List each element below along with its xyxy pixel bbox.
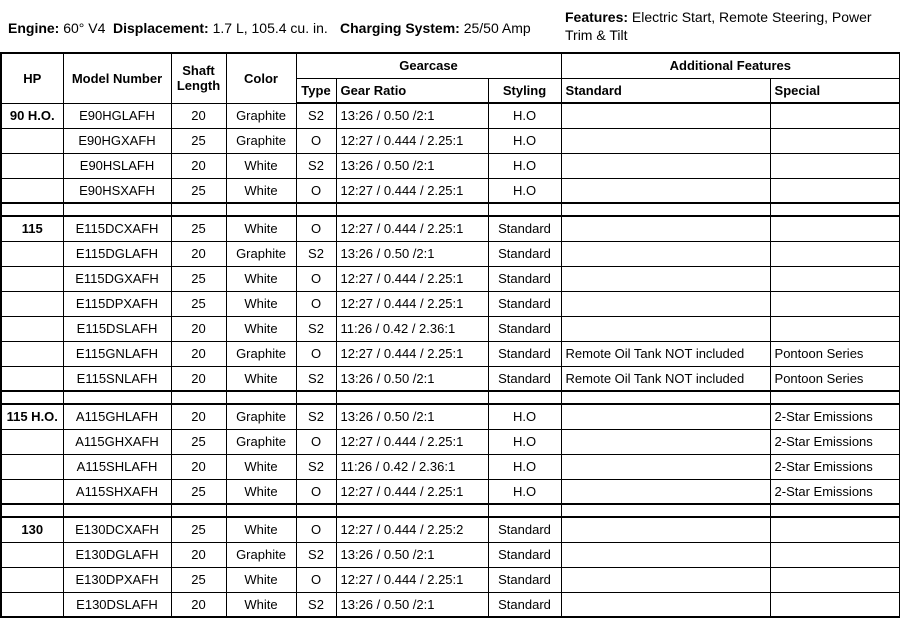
styling-cell: Standard bbox=[488, 341, 561, 366]
table-row bbox=[1, 366, 900, 391]
hp-cell bbox=[1, 128, 63, 153]
model-cell: A115GHLAFH bbox=[63, 404, 171, 429]
model-cell: E115DSLAFH bbox=[63, 316, 171, 341]
gear-ratio-cell: 12:27 / 0.444 / 2.25:1 bbox=[336, 479, 488, 504]
shaft-cell: 25 bbox=[171, 178, 226, 203]
color-cell: White bbox=[226, 567, 296, 592]
model-cell: E90HSLAFH bbox=[63, 153, 171, 178]
standard-feature-cell bbox=[561, 266, 770, 291]
standard-feature-cell bbox=[561, 542, 770, 567]
styling-cell: Standard bbox=[488, 542, 561, 567]
color-cell: White bbox=[226, 266, 296, 291]
engine-spec bbox=[8, 20, 105, 36]
standard-feature-cell bbox=[561, 128, 770, 153]
color-cell: Graphite bbox=[226, 542, 296, 567]
model-cell: E115GNLAFH bbox=[63, 341, 171, 366]
hp-cell bbox=[1, 178, 63, 203]
styling-cell: H.O bbox=[488, 404, 561, 429]
special-feature-cell: Pontoon Series bbox=[770, 341, 900, 366]
hp-cell bbox=[1, 341, 63, 366]
color-cell: Graphite bbox=[226, 241, 296, 266]
model-cell: E90HGLAFH bbox=[63, 103, 171, 128]
hp-cell bbox=[1, 567, 63, 592]
table-row bbox=[1, 316, 900, 341]
hp-cell bbox=[1, 316, 63, 341]
special-feature-cell bbox=[770, 103, 900, 128]
spacer-row bbox=[1, 504, 900, 517]
gear-ratio-cell: 13:26 / 0.50 /2:1 bbox=[336, 592, 488, 617]
table-row bbox=[1, 567, 900, 592]
hp-cell bbox=[1, 153, 63, 178]
hp-cell bbox=[1, 429, 63, 454]
gear-ratio-cell: 12:27 / 0.444 / 2.25:1 bbox=[336, 291, 488, 316]
styling-cell: Standard bbox=[488, 266, 561, 291]
special-feature-cell: 2-Star Emissions bbox=[770, 454, 900, 479]
styling-cell: Standard bbox=[488, 567, 561, 592]
charging-label: Charging System: bbox=[340, 20, 460, 36]
shaft-cell: 25 bbox=[171, 291, 226, 316]
shaft-cell: 20 bbox=[171, 103, 226, 128]
header-standard: Standard bbox=[561, 78, 770, 103]
table-row bbox=[1, 542, 900, 567]
type-cell: S2 bbox=[296, 366, 336, 391]
model-cell: E130DPXAFH bbox=[63, 567, 171, 592]
styling-cell: H.O bbox=[488, 429, 561, 454]
type-cell: O bbox=[296, 341, 336, 366]
special-feature-cell bbox=[770, 592, 900, 617]
type-cell: S2 bbox=[296, 316, 336, 341]
styling-cell: Standard bbox=[488, 366, 561, 391]
color-cell: White bbox=[226, 592, 296, 617]
hp-cell bbox=[1, 592, 63, 617]
styling-cell: H.O bbox=[488, 103, 561, 128]
color-cell: White bbox=[226, 153, 296, 178]
gear-ratio-cell: 13:26 / 0.50 /2:1 bbox=[336, 103, 488, 128]
table-row bbox=[1, 592, 900, 617]
displacement-value: 1.7 L, 105.4 cu. in. bbox=[212, 20, 328, 36]
gear-ratio-cell: 12:27 / 0.444 / 2.25:1 bbox=[336, 178, 488, 203]
standard-feature-cell: Remote Oil Tank NOT included bbox=[561, 341, 770, 366]
shaft-cell: 20 bbox=[171, 454, 226, 479]
engine-spec-table bbox=[0, 52, 900, 618]
hp-cell bbox=[1, 291, 63, 316]
engine-label: Engine: bbox=[8, 20, 60, 36]
special-feature-cell: 2-Star Emissions bbox=[770, 479, 900, 504]
table-row bbox=[1, 517, 900, 542]
table-row bbox=[1, 479, 900, 504]
table-row bbox=[1, 241, 900, 266]
type-cell: O bbox=[296, 567, 336, 592]
standard-feature-cell bbox=[561, 291, 770, 316]
type-cell: O bbox=[296, 517, 336, 542]
color-cell: Graphite bbox=[226, 128, 296, 153]
model-cell: A115SHXAFH bbox=[63, 479, 171, 504]
gear-ratio-cell: 13:26 / 0.50 /2:1 bbox=[336, 542, 488, 567]
special-feature-cell bbox=[770, 128, 900, 153]
header-type: Type bbox=[296, 78, 336, 103]
model-cell: E90HSXAFH bbox=[63, 178, 171, 203]
color-cell: White bbox=[226, 291, 296, 316]
hp-cell bbox=[1, 266, 63, 291]
header-gearcase: Gearcase bbox=[296, 53, 561, 78]
table-row bbox=[1, 429, 900, 454]
type-cell: O bbox=[296, 291, 336, 316]
color-cell: Graphite bbox=[226, 103, 296, 128]
styling-cell: Standard bbox=[488, 291, 561, 316]
gear-ratio-cell: 13:26 / 0.50 /2:1 bbox=[336, 366, 488, 391]
gear-ratio-cell: 12:27 / 0.444 / 2.25:1 bbox=[336, 567, 488, 592]
model-cell: E130DSLAFH bbox=[63, 592, 171, 617]
spacer-row bbox=[1, 391, 900, 404]
charging-system-spec bbox=[340, 20, 531, 36]
model-cell: E115DCXAFH bbox=[63, 216, 171, 241]
shaft-cell: 25 bbox=[171, 429, 226, 454]
model-cell: A115SHLAFH bbox=[63, 454, 171, 479]
standard-feature-cell bbox=[561, 153, 770, 178]
header-model-number: Model Number bbox=[63, 53, 171, 103]
special-feature-cell bbox=[770, 216, 900, 241]
charging-value: 25/50 Amp bbox=[463, 20, 531, 36]
standard-feature-cell bbox=[561, 429, 770, 454]
table-row bbox=[1, 266, 900, 291]
gear-ratio-cell: 13:26 / 0.50 /2:1 bbox=[336, 404, 488, 429]
model-cell: E130DGLAFH bbox=[63, 542, 171, 567]
gear-ratio-cell: 12:27 / 0.444 / 2.25:1 bbox=[336, 429, 488, 454]
type-cell: S2 bbox=[296, 241, 336, 266]
type-cell: O bbox=[296, 178, 336, 203]
shaft-cell: 20 bbox=[171, 366, 226, 391]
color-cell: Graphite bbox=[226, 341, 296, 366]
styling-cell: H.O bbox=[488, 153, 561, 178]
features-spec bbox=[565, 8, 880, 44]
gear-ratio-cell: 12:27 / 0.444 / 2.25:1 bbox=[336, 341, 488, 366]
color-cell: White bbox=[226, 178, 296, 203]
standard-feature-cell bbox=[561, 592, 770, 617]
gear-ratio-cell: 12:27 / 0.444 / 2.25:1 bbox=[336, 216, 488, 241]
gear-ratio-cell: 11:26 / 0.42 / 2.36:1 bbox=[336, 316, 488, 341]
table-row bbox=[1, 103, 900, 128]
hp-cell: 115 bbox=[1, 216, 63, 241]
color-cell: White bbox=[226, 216, 296, 241]
special-feature-cell: 2-Star Emissions bbox=[770, 404, 900, 429]
color-cell: Graphite bbox=[226, 404, 296, 429]
model-cell: E115SNLAFH bbox=[63, 366, 171, 391]
styling-cell: Standard bbox=[488, 241, 561, 266]
features-value: Electric Start, Remote Steering, Power Trim & Tilt bbox=[565, 9, 872, 43]
shaft-cell: 25 bbox=[171, 128, 226, 153]
type-cell: S2 bbox=[296, 454, 336, 479]
engine-value: 60° V4 bbox=[63, 20, 106, 36]
gear-ratio-cell: 13:26 / 0.50 /2:1 bbox=[336, 241, 488, 266]
header-color: Color bbox=[226, 53, 296, 103]
shaft-cell: 20 bbox=[171, 542, 226, 567]
styling-cell: Standard bbox=[488, 517, 561, 542]
hp-cell: 90 H.O. bbox=[1, 103, 63, 128]
shaft-cell: 20 bbox=[171, 316, 226, 341]
type-cell: O bbox=[296, 216, 336, 241]
color-cell: White bbox=[226, 454, 296, 479]
gear-ratio-cell: 12:27 / 0.444 / 2.25:1 bbox=[336, 266, 488, 291]
model-cell: E115DPXAFH bbox=[63, 291, 171, 316]
model-cell: E115DGLAFH bbox=[63, 241, 171, 266]
header-additional-features: Additional Features bbox=[561, 53, 900, 78]
model-cell: E130DCXAFH bbox=[63, 517, 171, 542]
type-cell: O bbox=[296, 429, 336, 454]
displacement-label: Displacement: bbox=[113, 20, 209, 36]
styling-cell: Standard bbox=[488, 592, 561, 617]
header-row-1 bbox=[1, 53, 900, 78]
special-feature-cell: 2-Star Emissions bbox=[770, 429, 900, 454]
header-hp: HP bbox=[1, 53, 63, 103]
color-cell: White bbox=[226, 517, 296, 542]
hp-cell bbox=[1, 479, 63, 504]
styling-cell: Standard bbox=[488, 316, 561, 341]
special-feature-cell bbox=[770, 178, 900, 203]
model-cell: A115GHXAFH bbox=[63, 429, 171, 454]
table-row bbox=[1, 454, 900, 479]
shaft-cell: 20 bbox=[171, 153, 226, 178]
hp-cell bbox=[1, 454, 63, 479]
standard-feature-cell bbox=[561, 178, 770, 203]
styling-cell: Standard bbox=[488, 216, 561, 241]
table-row bbox=[1, 178, 900, 203]
standard-feature-cell bbox=[561, 454, 770, 479]
shaft-cell: 25 bbox=[171, 216, 226, 241]
special-feature-cell bbox=[770, 241, 900, 266]
displacement-spec bbox=[113, 20, 328, 36]
special-feature-cell bbox=[770, 291, 900, 316]
features-label: Features: bbox=[565, 9, 629, 25]
standard-feature-cell bbox=[561, 241, 770, 266]
standard-feature-cell bbox=[561, 567, 770, 592]
spacer-row bbox=[1, 203, 900, 216]
styling-cell: H.O bbox=[488, 128, 561, 153]
special-feature-cell bbox=[770, 542, 900, 567]
shaft-cell: 20 bbox=[171, 592, 226, 617]
color-cell: White bbox=[226, 479, 296, 504]
standard-feature-cell bbox=[561, 404, 770, 429]
standard-feature-cell bbox=[561, 479, 770, 504]
table-row bbox=[1, 404, 900, 429]
header-special: Special bbox=[770, 78, 900, 103]
styling-cell: H.O bbox=[488, 178, 561, 203]
special-feature-cell bbox=[770, 316, 900, 341]
table-row bbox=[1, 216, 900, 241]
model-cell: E90HGXAFH bbox=[63, 128, 171, 153]
gear-ratio-cell: 11:26 / 0.42 / 2.36:1 bbox=[336, 454, 488, 479]
gear-ratio-cell: 13:26 / 0.50 /2:1 bbox=[336, 153, 488, 178]
styling-cell: H.O bbox=[488, 479, 561, 504]
hp-cell bbox=[1, 241, 63, 266]
shaft-cell: 25 bbox=[171, 479, 226, 504]
header-shaft-length: Shaft Length bbox=[171, 53, 226, 103]
shaft-cell: 25 bbox=[171, 567, 226, 592]
type-cell: O bbox=[296, 479, 336, 504]
special-feature-cell bbox=[770, 153, 900, 178]
special-feature-cell bbox=[770, 567, 900, 592]
model-cell: E115DGXAFH bbox=[63, 266, 171, 291]
hp-cell bbox=[1, 542, 63, 567]
type-cell: O bbox=[296, 266, 336, 291]
table-row bbox=[1, 291, 900, 316]
header-styling: Styling bbox=[488, 78, 561, 103]
type-cell: S2 bbox=[296, 592, 336, 617]
standard-feature-cell bbox=[561, 316, 770, 341]
shaft-cell: 25 bbox=[171, 517, 226, 542]
color-cell: Graphite bbox=[226, 429, 296, 454]
special-feature-cell bbox=[770, 266, 900, 291]
standard-feature-cell bbox=[561, 216, 770, 241]
standard-feature-cell: Remote Oil Tank NOT included bbox=[561, 366, 770, 391]
standard-feature-cell bbox=[561, 517, 770, 542]
gear-ratio-cell: 12:27 / 0.444 / 2.25:2 bbox=[336, 517, 488, 542]
spec-info-bar bbox=[0, 0, 900, 52]
shaft-cell: 20 bbox=[171, 341, 226, 366]
type-cell: S2 bbox=[296, 153, 336, 178]
special-feature-cell bbox=[770, 517, 900, 542]
table-row bbox=[1, 128, 900, 153]
hp-cell bbox=[1, 366, 63, 391]
hp-cell: 130 bbox=[1, 517, 63, 542]
standard-feature-cell bbox=[561, 103, 770, 128]
type-cell: S2 bbox=[296, 103, 336, 128]
color-cell: White bbox=[226, 316, 296, 341]
gear-ratio-cell: 12:27 / 0.444 / 2.25:1 bbox=[336, 128, 488, 153]
table-row bbox=[1, 341, 900, 366]
type-cell: O bbox=[296, 128, 336, 153]
styling-cell: H.O bbox=[488, 454, 561, 479]
type-cell: S2 bbox=[296, 404, 336, 429]
shaft-cell: 25 bbox=[171, 266, 226, 291]
hp-cell: 115 H.O. bbox=[1, 404, 63, 429]
color-cell: White bbox=[226, 366, 296, 391]
type-cell: S2 bbox=[296, 542, 336, 567]
special-feature-cell: Pontoon Series bbox=[770, 366, 900, 391]
table-row bbox=[1, 153, 900, 178]
header-gear-ratio: Gear Ratio bbox=[336, 78, 488, 103]
shaft-cell: 20 bbox=[171, 241, 226, 266]
shaft-cell: 20 bbox=[171, 404, 226, 429]
